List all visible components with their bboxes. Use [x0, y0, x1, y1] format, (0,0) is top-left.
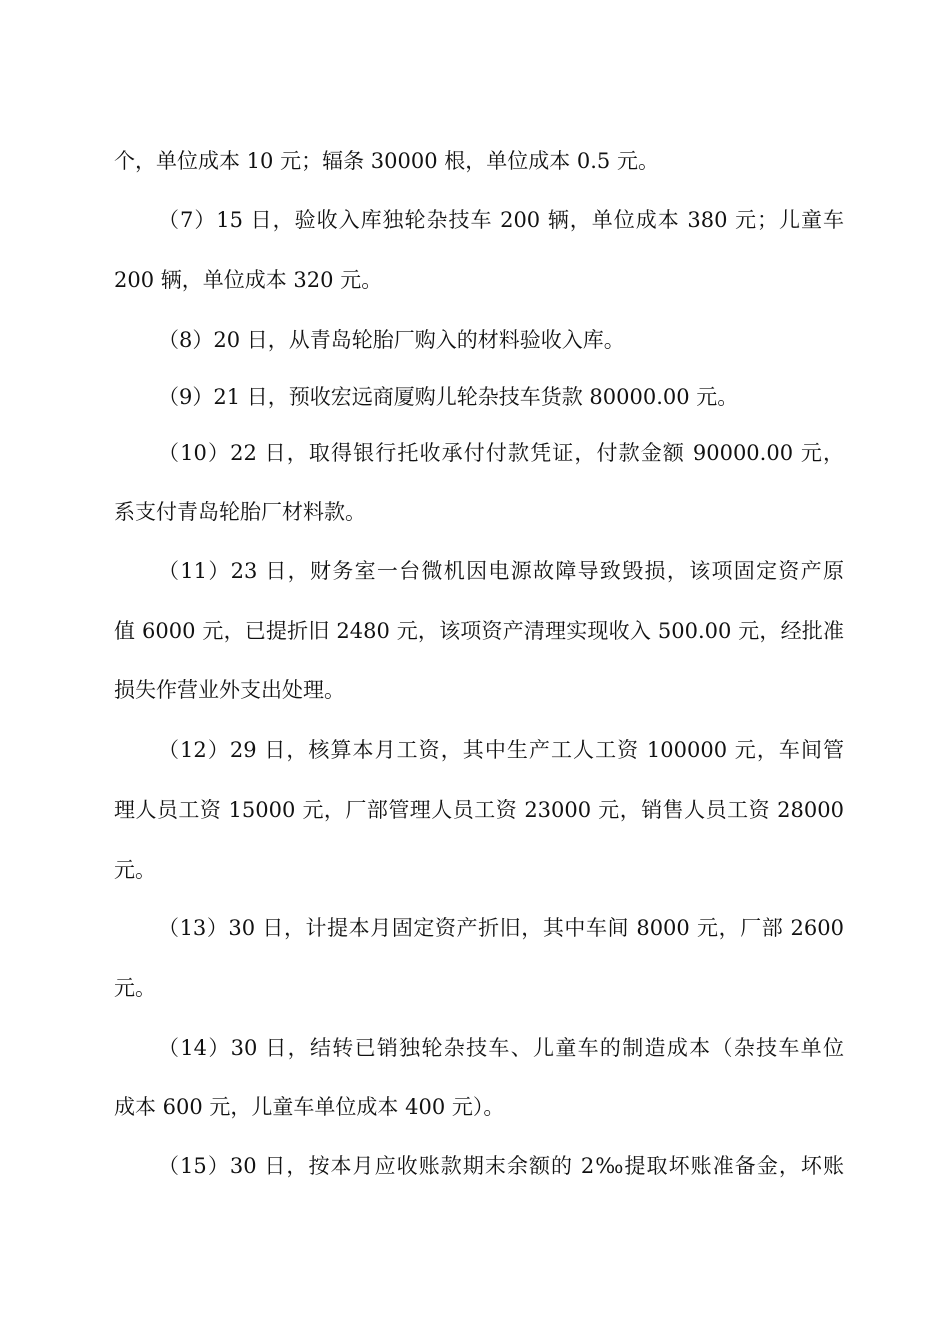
text-line-12: 理人员工资 15000 元，厂部管理人员工资 23000 元，销售人员工资 28000: [114, 798, 844, 822]
text-line-14: （13）30 日，计提本月固定资产折旧，其中车间 8000 元，厂部 2600: [158, 916, 844, 940]
text-line-10: 损失作营业外支出处理。: [114, 678, 345, 702]
text-line-4: （8）20 日，从青岛轮胎厂购入的材料验收入库。: [158, 328, 625, 352]
text-line-2: （7）15 日，验收入库独轮杂技车 200 辆，单位成本 380 元；儿童车: [158, 208, 844, 232]
text-line-16: （14）30 日，结转已销独轮杂技车、儿童车的制造成本（杂技车单位: [158, 1036, 844, 1060]
text-line-6: （10）22 日，取得银行托收承付付款凭证，付款金额 90000.00 元，: [158, 441, 844, 465]
text-line-5: （9）21 日，预收宏远商厦购儿轮杂技车货款 80000.00 元。: [158, 385, 739, 409]
text-line-15: 元。: [114, 976, 156, 1000]
text-line-13: 元。: [114, 858, 156, 882]
text-line-9: 值 6000 元，已提折旧 2480 元，该项资产清理实现收入 500.00 元，经批准: [114, 619, 844, 643]
text-line-11: （12）29 日，核算本月工资，其中生产工人工资 100000 元，车间管: [158, 738, 844, 762]
text-line-7: 系支付青岛轮胎厂材料款。: [114, 500, 366, 524]
text-line-18: （15）30 日，按本月应收账款期末余额的 2‰提取坏账准备金，坏账: [158, 1154, 844, 1178]
text-line-1: 个，单位成本 10 元；辐条 30000 根，单位成本 0.5 元。: [114, 149, 659, 173]
text-line-17: 成本 600 元，儿童车单位成本 400 元）。: [114, 1095, 505, 1119]
text-line-3: 200 辆，单位成本 320 元。: [114, 268, 383, 292]
text-line-8: （11）23 日，财务室一台微机因电源故障导致毁损，该项固定资产原: [158, 559, 844, 583]
